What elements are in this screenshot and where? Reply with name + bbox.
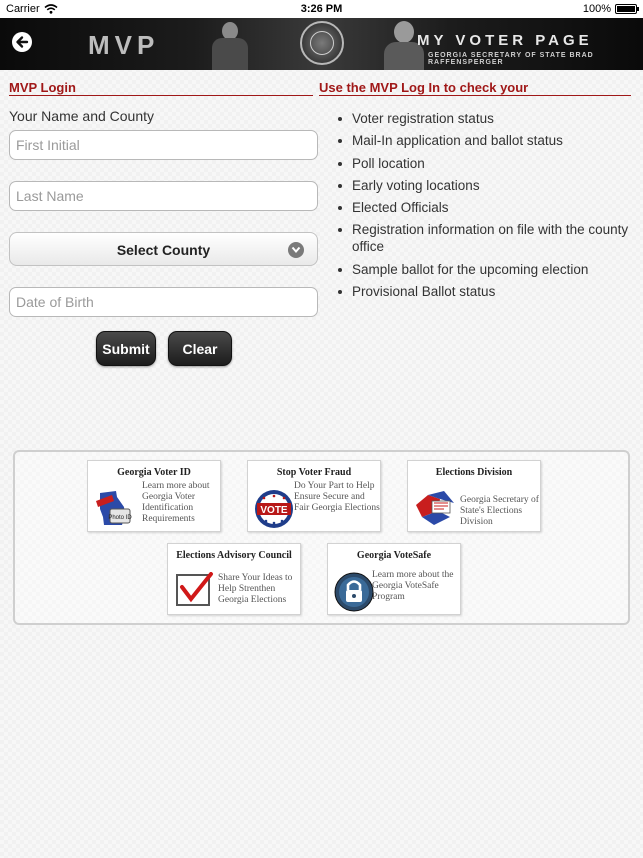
lock-icon	[334, 572, 376, 612]
status-time: 3:26 PM	[300, 3, 343, 15]
card-title: Georgia VoteSafe	[356, 550, 432, 561]
card-title: Stop Voter Fraud	[276, 467, 352, 478]
list-item: Early voting locations	[336, 177, 636, 194]
county-select-label: Select County	[116, 242, 211, 258]
header-banner	[0, 18, 643, 70]
list-item: Mail-In application and ballot status	[336, 132, 636, 149]
chevron-down-icon	[288, 242, 304, 258]
card-text: Do Your Part to Help Ensure Secure and Fair Georgia Elections	[294, 481, 380, 513]
list-item: Poll location	[336, 155, 636, 172]
photo-id-text: Photo ID	[108, 515, 132, 521]
mvp-logo: MVP	[88, 30, 160, 60]
check-list	[336, 110, 636, 305]
check-heading: Use the MVP Log In to check your	[319, 80, 631, 96]
back-arrow-icon	[15, 35, 29, 49]
battery-percent: 100%	[582, 3, 611, 15]
card-title: Georgia Voter ID	[117, 467, 191, 478]
list-item: Provisional Ballot status	[336, 283, 636, 300]
name-county-label: Your Name and County	[9, 108, 155, 124]
list-item: Voter registration status	[336, 110, 636, 127]
status-bar	[0, 0, 643, 18]
back-button[interactable]	[12, 32, 32, 52]
vote-badge-icon	[254, 489, 296, 529]
statue-figure	[210, 18, 250, 70]
links-panel	[13, 450, 630, 625]
georgia-map-icon	[94, 489, 136, 529]
submit-button[interactable]: Submit	[96, 331, 156, 366]
elections-advisory-council-card[interactable]	[167, 543, 301, 615]
card-text: Learn more about the Georgia VoteSafe Program	[372, 570, 454, 602]
list-item: Elected Officials	[336, 199, 636, 216]
stop-voter-fraud-card[interactable]	[247, 460, 381, 532]
battery-icon	[615, 4, 637, 14]
card-text: Georgia Secretary of State's Elections Division	[460, 495, 539, 527]
georgia-voter-id-card[interactable]	[87, 460, 221, 532]
checkbox-check-icon	[174, 572, 216, 612]
georgia-votesafe-card[interactable]	[327, 543, 461, 615]
list-item: Sample ballot for the upcoming election	[336, 261, 636, 278]
battery-group	[583, 3, 637, 15]
georgia-seal-icon	[300, 21, 344, 65]
election-collage-icon	[414, 489, 456, 529]
list-item: Registration information on file with the county office	[336, 221, 636, 255]
clear-button[interactable]: Clear	[168, 331, 232, 366]
carrier-label: Carrier	[6, 3, 40, 15]
elections-division-card[interactable]	[407, 460, 541, 532]
last-name-input[interactable]	[9, 181, 318, 211]
card-title: Elections Division	[435, 467, 513, 478]
mvp-login-heading: MVP Login	[9, 80, 313, 96]
card-text: Learn more about Georgia Voter Identification Requirements	[142, 481, 210, 524]
card-text: Share Your Ideas to Help Strenthen Georgia Elections	[218, 573, 293, 605]
banner-subtitle: GEORGIA SECRETARY OF STATE BRAD RAFFENSPERGER	[428, 52, 594, 66]
first-initial-input[interactable]	[9, 130, 318, 160]
card-title: Elections Advisory Council	[176, 550, 292, 561]
county-select[interactable]	[9, 232, 318, 266]
date-of-birth-input[interactable]	[9, 287, 318, 317]
banner-title: MY VOTER PAGE	[417, 32, 593, 49]
vote-badge-text: VOTE	[260, 505, 288, 516]
